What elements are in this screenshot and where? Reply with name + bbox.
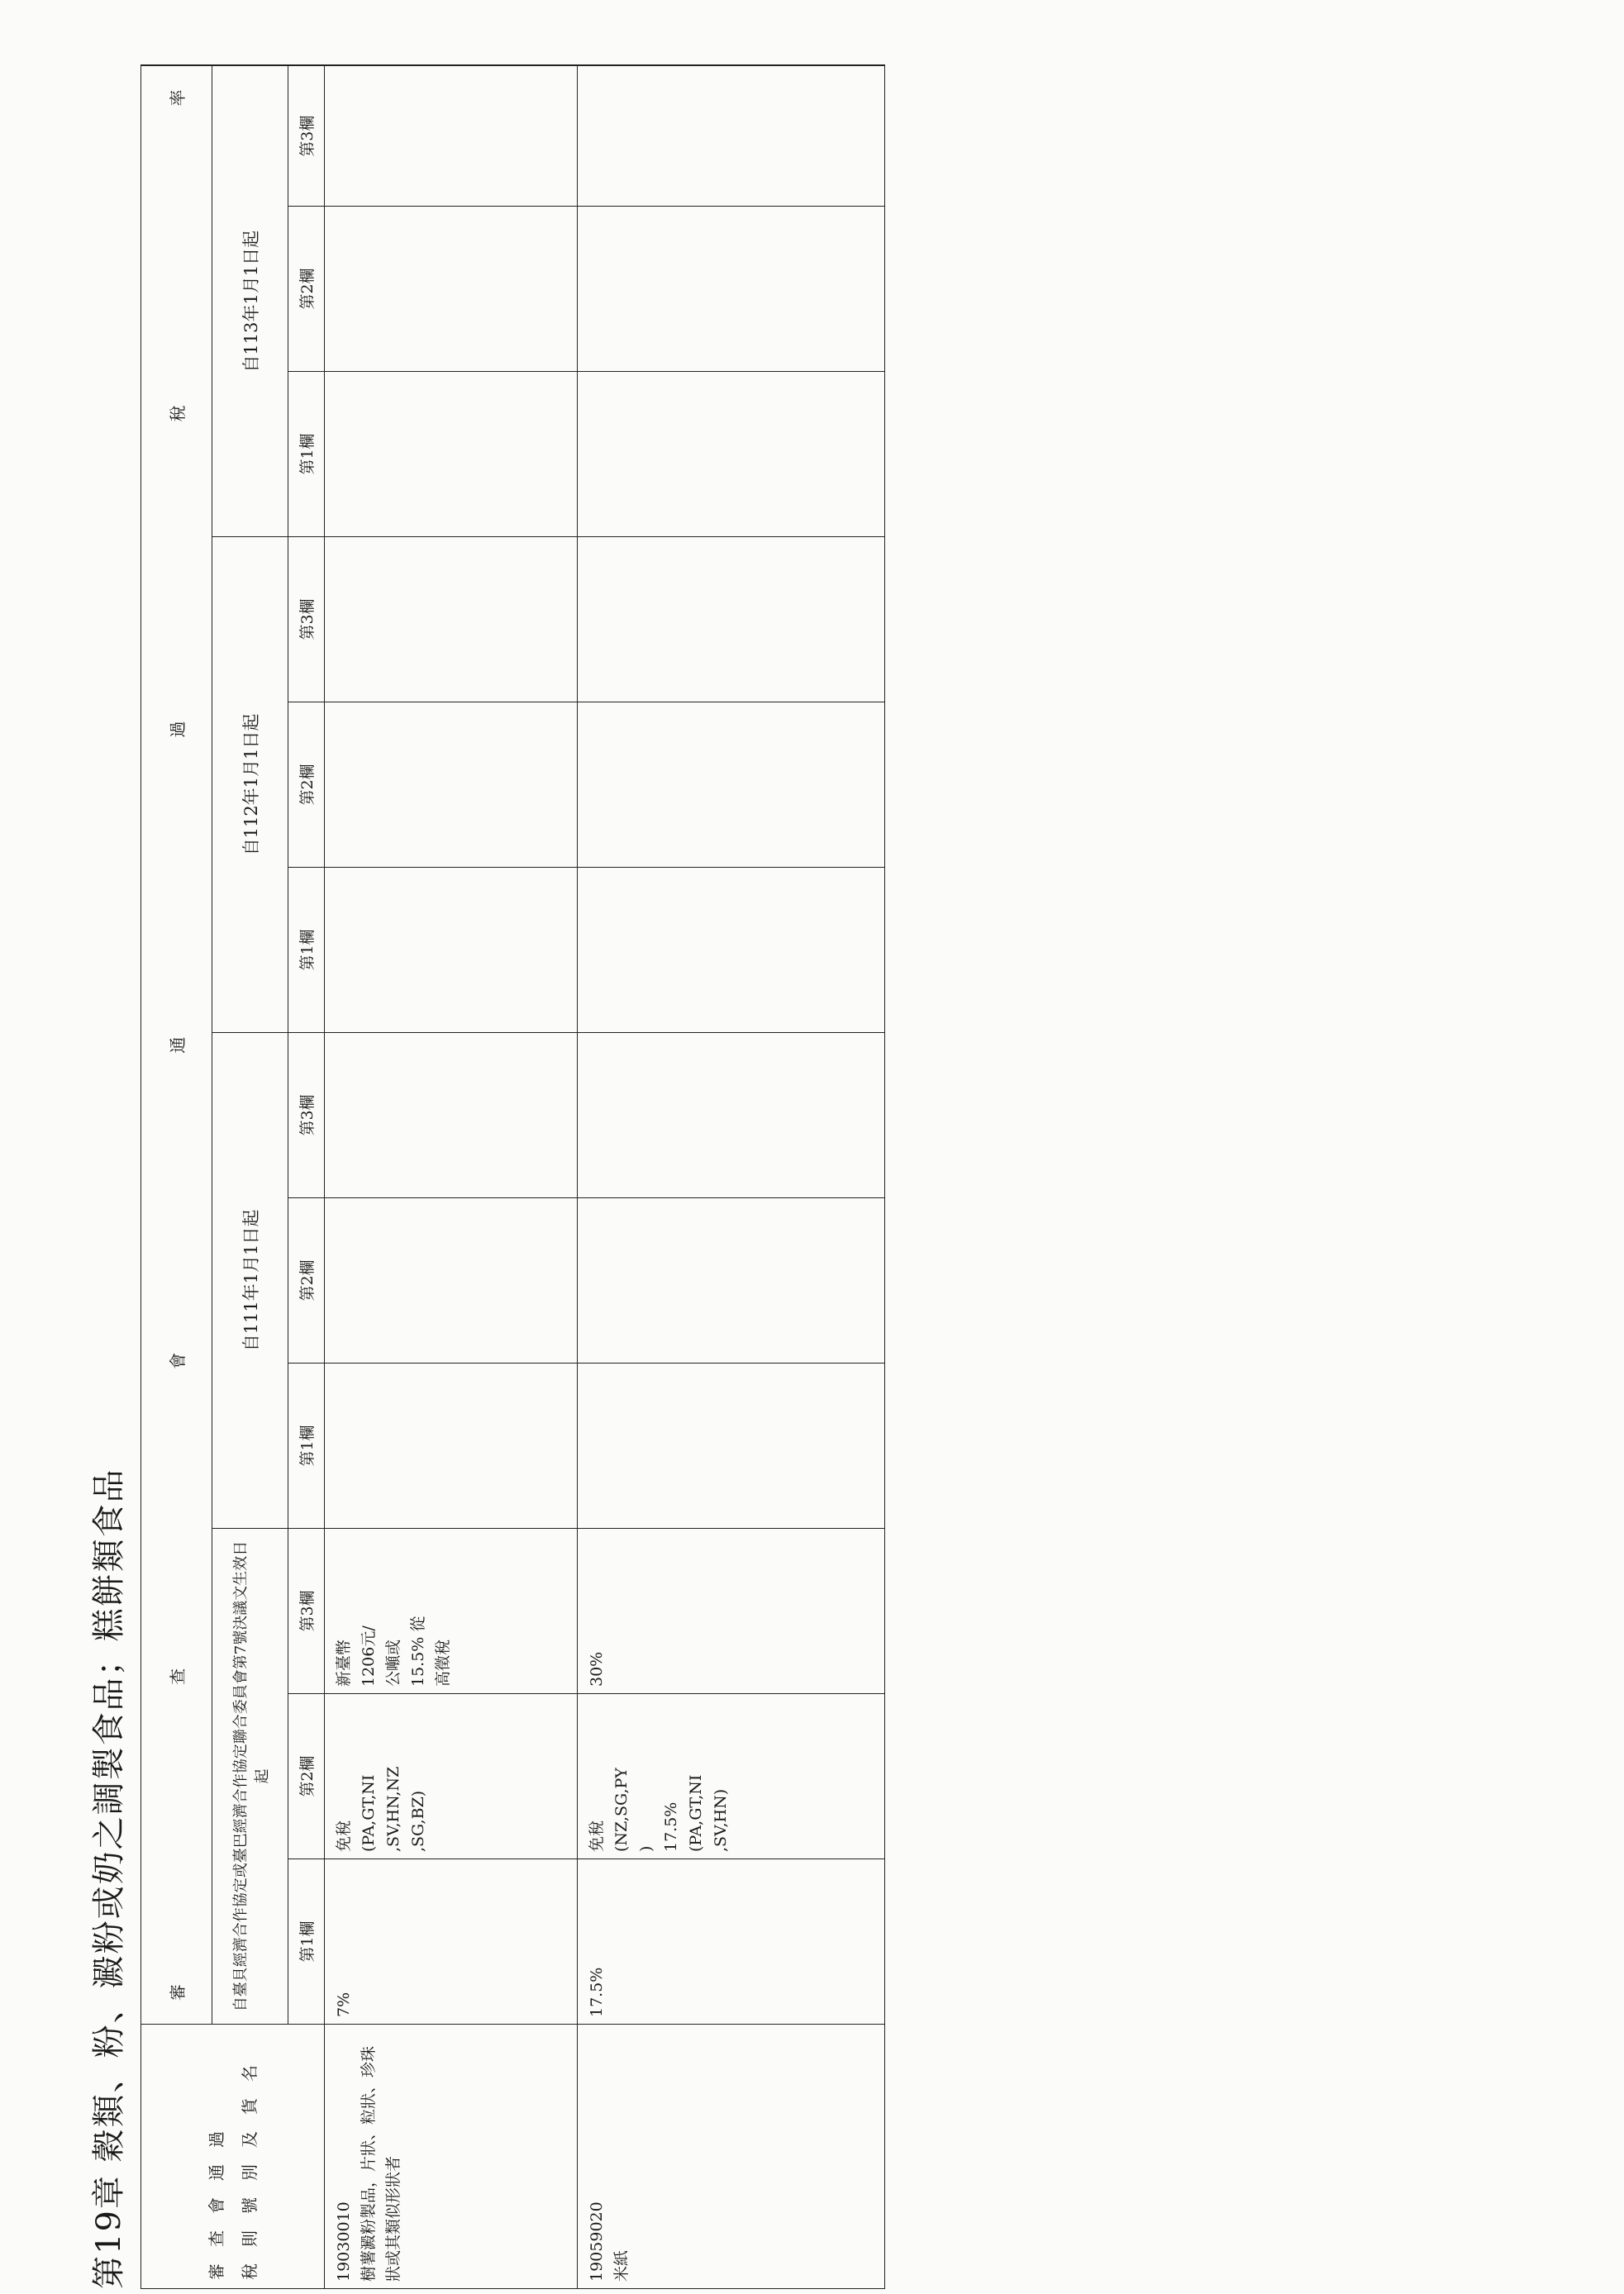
rate-col3: 新臺幣 1206元/ 公噸或 15.5% 從 高徵稅 xyxy=(325,1529,578,1694)
table-row xyxy=(325,65,578,2288)
empty-cell xyxy=(325,65,578,206)
goods-name: 米紙 xyxy=(612,2249,631,2282)
empty-cell xyxy=(325,1364,578,1529)
empty-cell xyxy=(578,702,885,868)
chapter-title: 第19章 穀類、粉、澱粉或奶之調製食品；糕餅類食品 xyxy=(90,1468,128,2289)
col-label: 第2欄 xyxy=(288,702,325,868)
header-label-bottom: 稅 則 號 別 及 貨 名 xyxy=(239,2065,260,2280)
header-code-and-name xyxy=(141,2025,325,2289)
col-label: 第3欄 xyxy=(288,537,325,702)
rotated-tariff-sheet xyxy=(50,89,876,2289)
group-header-112: 自112年1月1日起 xyxy=(212,537,288,1033)
rate-col3: 30% xyxy=(578,1529,885,1694)
col-label: 第3欄 xyxy=(288,1529,325,1694)
col-label: 第1欄 xyxy=(288,1859,325,2025)
review-committee-rate-header xyxy=(141,65,212,2024)
empty-cell xyxy=(578,1364,885,1529)
empty-cell xyxy=(578,65,885,206)
rate-col1: 7% xyxy=(325,1859,578,2025)
header-label-top: 審 查 會 通 過 xyxy=(206,2131,226,2280)
empty-cell xyxy=(325,1198,578,1364)
col-label: 第2欄 xyxy=(288,207,325,372)
col-label: 第2欄 xyxy=(288,1694,325,1859)
rate-col1: 17.5% xyxy=(578,1859,885,2025)
col-label: 第1欄 xyxy=(288,372,325,537)
group-header-111: 自111年1月1日起 xyxy=(212,1033,288,1529)
span-title-char: 稅 xyxy=(168,405,188,422)
col-label: 第2欄 xyxy=(288,1198,325,1364)
empty-cell xyxy=(325,537,578,702)
empty-cell xyxy=(578,207,885,372)
table-row xyxy=(578,65,885,2288)
empty-cell xyxy=(578,1033,885,1198)
empty-cell xyxy=(325,207,578,372)
span-title-char: 過 xyxy=(168,721,188,738)
empty-cell xyxy=(578,868,885,1033)
col-label: 第3欄 xyxy=(288,1033,325,1198)
row-code-and-name xyxy=(325,2025,578,2289)
col-label: 第1欄 xyxy=(288,868,325,1033)
rate-col2: 免稅 (PA,GT,NI ,SV,HN,NZ ,SG,BZ) xyxy=(325,1694,578,1859)
rate-col2: 免稅 (NZ,SG,PY ) 17.5% (PA,GT,NI ,SV,HN) xyxy=(578,1694,885,1859)
empty-cell xyxy=(325,702,578,868)
empty-cell xyxy=(578,372,885,537)
span-title-char: 率 xyxy=(168,89,188,107)
span-title-char: 審 xyxy=(168,1984,188,2001)
span-title-char: 通 xyxy=(168,1036,188,1054)
row-code-and-name xyxy=(578,2025,885,2289)
span-title-char: 會 xyxy=(168,1352,188,1369)
empty-cell xyxy=(325,868,578,1033)
tariff-code: 19059020 xyxy=(588,2201,606,2282)
empty-cell xyxy=(325,372,578,537)
empty-cell xyxy=(578,1198,885,1364)
empty-cell xyxy=(325,1033,578,1198)
group-header-113: 自113年1月1日起 xyxy=(212,65,288,536)
col-label: 第1欄 xyxy=(288,1364,325,1529)
span-title-char: 查 xyxy=(168,1668,188,1685)
tariff-table xyxy=(140,64,885,2289)
goods-name: 樹薯澱粉製品，片狀、粒狀、珍珠狀或其類似形狀者 xyxy=(360,2045,402,2282)
tariff-code: 19030010 xyxy=(335,2201,353,2282)
empty-cell xyxy=(578,537,885,702)
group-header-agreement: 自臺貝經濟合作協定或臺巴經濟合作協定聯合委員會第7號決議文生效日起 xyxy=(212,1529,288,2025)
col-label: 第3欄 xyxy=(288,65,325,206)
